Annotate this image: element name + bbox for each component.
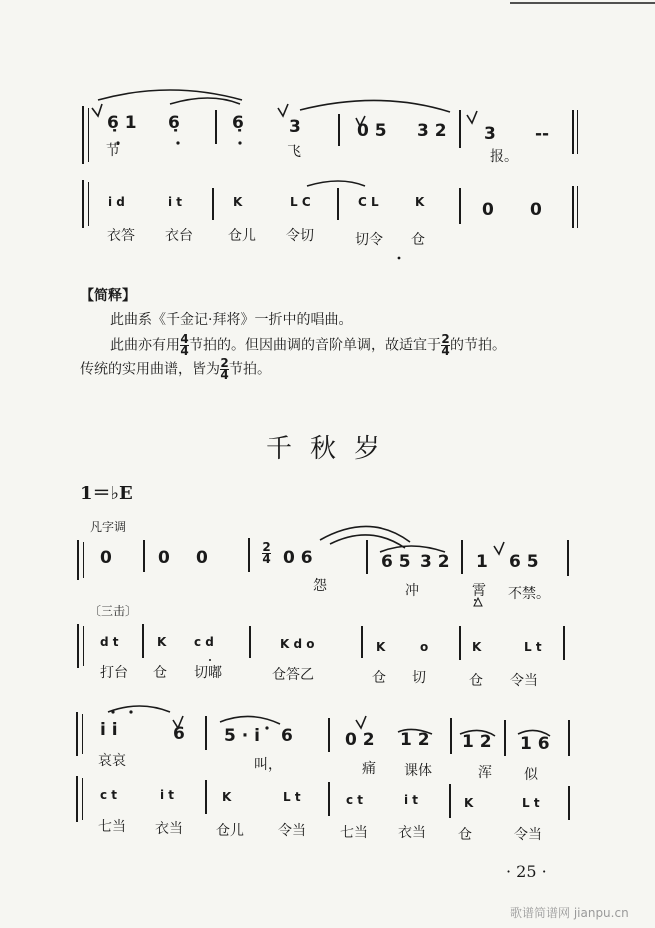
score1-bracket bbox=[82, 106, 84, 164]
barline bbox=[212, 188, 214, 220]
score3-note-6: 1 2 bbox=[400, 730, 430, 750]
score2-bracket bbox=[77, 540, 79, 580]
fraction-4-4: $\frac{4}{4}$ bbox=[180, 332, 189, 358]
score3-perc-word-6: 衣当 bbox=[398, 825, 426, 841]
score3-perc-1: c t bbox=[100, 788, 118, 802]
score3-perc-word-1: 七当 bbox=[98, 819, 126, 835]
barline bbox=[328, 782, 330, 816]
score2-lyric-4: 不禁。 bbox=[508, 586, 550, 602]
score1-perc-bracket bbox=[82, 180, 84, 228]
barline-end bbox=[568, 786, 570, 820]
score2-perc-7: K bbox=[472, 640, 482, 654]
mode-label: 凡字调 bbox=[90, 520, 127, 534]
score2-perc-word-5: 仓 bbox=[372, 670, 386, 686]
score3-perc-word-4: 令当 bbox=[278, 823, 306, 839]
score1-note-5: 0 5 bbox=[357, 121, 387, 141]
score1-perc-5: C L bbox=[358, 195, 379, 209]
barline bbox=[459, 188, 461, 224]
fraction-2-4: $\frac{2}{4}$ bbox=[220, 356, 229, 382]
barline bbox=[450, 718, 452, 754]
barline-end bbox=[563, 626, 565, 660]
score1-note-3: 6̣ bbox=[232, 113, 244, 133]
barline bbox=[361, 626, 363, 658]
barline-end-thin bbox=[577, 110, 578, 154]
score2-perc-5: K bbox=[376, 640, 386, 654]
barline bbox=[459, 626, 461, 660]
barline bbox=[461, 540, 463, 574]
score3-perc-bracket-inner bbox=[82, 778, 83, 820]
barline bbox=[215, 110, 217, 144]
score3-note-4: 6 bbox=[281, 726, 293, 746]
score2-lyric-2: 冲 bbox=[405, 583, 419, 599]
score2-perc-2: K bbox=[157, 635, 167, 649]
barline bbox=[143, 540, 145, 572]
score3-perc-4: L t bbox=[283, 790, 301, 804]
score1-note-7: 3 bbox=[484, 124, 496, 144]
perc-label: 〔三击〕 bbox=[89, 604, 138, 618]
barline-end bbox=[568, 720, 570, 756]
score2-perc-word-7: 仓 bbox=[469, 673, 483, 689]
score3-note-7: 1 2 bbox=[462, 732, 492, 752]
score1-note-8: -- bbox=[535, 124, 550, 144]
score1-perc-7: 0 bbox=[482, 200, 494, 220]
score1-perc-bracket-inner bbox=[88, 182, 89, 226]
score3-perc-word-7: 仓 bbox=[458, 827, 472, 843]
score3-perc-6: i t bbox=[404, 793, 419, 807]
score2-perc-bracket-inner bbox=[83, 626, 84, 666]
score1-perc-6: K bbox=[415, 195, 425, 209]
score3-perc-word-3: 仓儿 bbox=[216, 823, 244, 839]
score2-note-1: 0 bbox=[100, 548, 112, 568]
barline bbox=[205, 780, 207, 814]
score2-perc-word-2: 仓 bbox=[153, 665, 167, 681]
notes-line-3: 传统的实用曲谱，皆为 $\frac{2}{4}$ 节拍。 bbox=[80, 356, 271, 382]
score3-perc-word-8: 令当 bbox=[514, 827, 542, 843]
score2-perc-word-8: 令当 bbox=[510, 673, 538, 689]
score2-perc-4: K d o bbox=[280, 637, 315, 651]
score2-perc-bracket bbox=[77, 624, 79, 668]
score3-lyric-6: 似 bbox=[524, 767, 538, 783]
score1-perc-word-3: 仓儿 bbox=[228, 228, 256, 244]
key-signature: 1＝♭E bbox=[80, 483, 133, 504]
score3-lyric-4: 课体 bbox=[404, 763, 432, 779]
score3-perc-bracket bbox=[76, 776, 78, 822]
score3-bracket bbox=[76, 712, 78, 756]
barline bbox=[205, 716, 207, 750]
score1-perc-word-6: 仓 bbox=[411, 232, 425, 248]
score1-lyric-2: 飞 bbox=[287, 144, 301, 160]
barline bbox=[366, 540, 368, 574]
score2-note-6: 3 2 bbox=[420, 552, 450, 572]
score2-perc-8: L t bbox=[524, 640, 542, 654]
score1-note-2: 6̣ bbox=[168, 113, 180, 133]
score1-perc-word-4: 令切 bbox=[286, 228, 314, 244]
score3-lyric-3: 痛 bbox=[362, 761, 376, 777]
barline bbox=[337, 188, 339, 220]
score2-lyric-1: 怨 bbox=[313, 578, 327, 594]
fraction-2-4: $\frac{2}{4}$ bbox=[441, 332, 450, 358]
score2-note-2: 0 bbox=[158, 548, 170, 568]
barline bbox=[338, 114, 340, 146]
score3-perc-7: K bbox=[464, 796, 474, 810]
score3-perc-3: K bbox=[222, 790, 232, 804]
score1-perc-2: i t bbox=[168, 195, 183, 209]
score2-perc-word-6: 切 bbox=[412, 670, 426, 686]
score1-lyric-3: 报。 bbox=[490, 149, 518, 165]
score3-bracket-inner bbox=[82, 714, 83, 754]
score3-lyric-1: 哀哀 bbox=[98, 753, 126, 769]
barline bbox=[248, 538, 250, 572]
score3-perc-2: i t bbox=[160, 788, 175, 802]
score2-perc-word-4: 仓答乙 bbox=[272, 667, 314, 683]
score2-time-signature: $\frac{2}{4}$ bbox=[262, 540, 271, 566]
barline bbox=[449, 784, 451, 818]
score3-perc-8: L t bbox=[522, 796, 540, 810]
barline bbox=[249, 626, 251, 658]
score2-perc-6: o bbox=[420, 640, 429, 654]
score1-perc-word-1: 衣答 bbox=[107, 228, 135, 244]
score3-perc-word-2: 衣当 bbox=[155, 821, 183, 837]
barline-end bbox=[567, 540, 569, 576]
score2-perc-word-3: 切嘟 bbox=[194, 665, 222, 681]
barline bbox=[328, 718, 330, 752]
score1-note-6: 3 2 bbox=[417, 121, 447, 141]
score2-note-8: 6 5 bbox=[509, 552, 539, 572]
score1-note-4: 3 bbox=[289, 117, 301, 137]
score1-perc-8: 0 bbox=[530, 200, 542, 220]
watermark: 歌谱简谱网 jianpu.cn bbox=[510, 906, 629, 920]
score2-note-4: 0 6 bbox=[283, 548, 313, 568]
barline-end bbox=[572, 186, 574, 228]
score1-note-1: 6̣ 1 bbox=[107, 113, 137, 133]
score2-lyric-3: 霄 bbox=[472, 583, 486, 599]
score1-bracket-inner bbox=[88, 108, 89, 162]
barline bbox=[459, 110, 461, 148]
score1-perc-1: i d bbox=[108, 195, 125, 209]
notes-heading: 【简释】 bbox=[80, 288, 136, 304]
score3-lyric-2: 叫， bbox=[254, 757, 282, 773]
score3-note-5: 0 2 bbox=[345, 730, 375, 750]
score3-perc-word-5: 七当 bbox=[340, 825, 368, 841]
score1-perc-word-5: 切令 bbox=[355, 232, 383, 248]
barline-end bbox=[572, 110, 574, 154]
barline-end-thin bbox=[577, 186, 578, 228]
barline bbox=[142, 624, 144, 658]
barline bbox=[504, 720, 506, 756]
score2-note-7: 1 bbox=[476, 552, 488, 572]
song-title: 千秋岁 bbox=[266, 434, 399, 464]
score3-lyric-5: 浑 bbox=[478, 765, 492, 781]
score3-note-8: 1 6 bbox=[520, 734, 550, 754]
notes-line-1: 此曲系《千金记·拜将》一折中的唱曲。 bbox=[110, 312, 353, 328]
score2-perc-3: c d bbox=[194, 635, 214, 649]
score2-bracket-inner bbox=[83, 542, 84, 578]
score1-perc-3: K bbox=[233, 195, 243, 209]
score1-lyric-1: 节 bbox=[106, 143, 120, 159]
score1-perc-word-2: 衣台 bbox=[165, 228, 193, 244]
score2-note-3: 0 bbox=[196, 548, 208, 568]
score3-note-3: 5 · i bbox=[224, 726, 260, 746]
score3-perc-5: c t bbox=[346, 793, 364, 807]
score3-note-2: 6 bbox=[173, 724, 185, 744]
score2-perc-word-1: 打台 bbox=[100, 665, 128, 681]
score2-perc-1: d t bbox=[100, 635, 119, 649]
notes-line-2: 此曲亦有用 $\frac{4}{4}$ 节拍的。但因曲调的音阶单调，故适宜于 $\frac{2}{4}$ 的节拍。 bbox=[110, 332, 506, 358]
score1-perc-4: L C bbox=[290, 195, 311, 209]
score3-note-1: i i bbox=[100, 720, 118, 740]
score2-note-5: 6 5 bbox=[381, 552, 411, 572]
page-number: · 25 · bbox=[506, 862, 547, 881]
